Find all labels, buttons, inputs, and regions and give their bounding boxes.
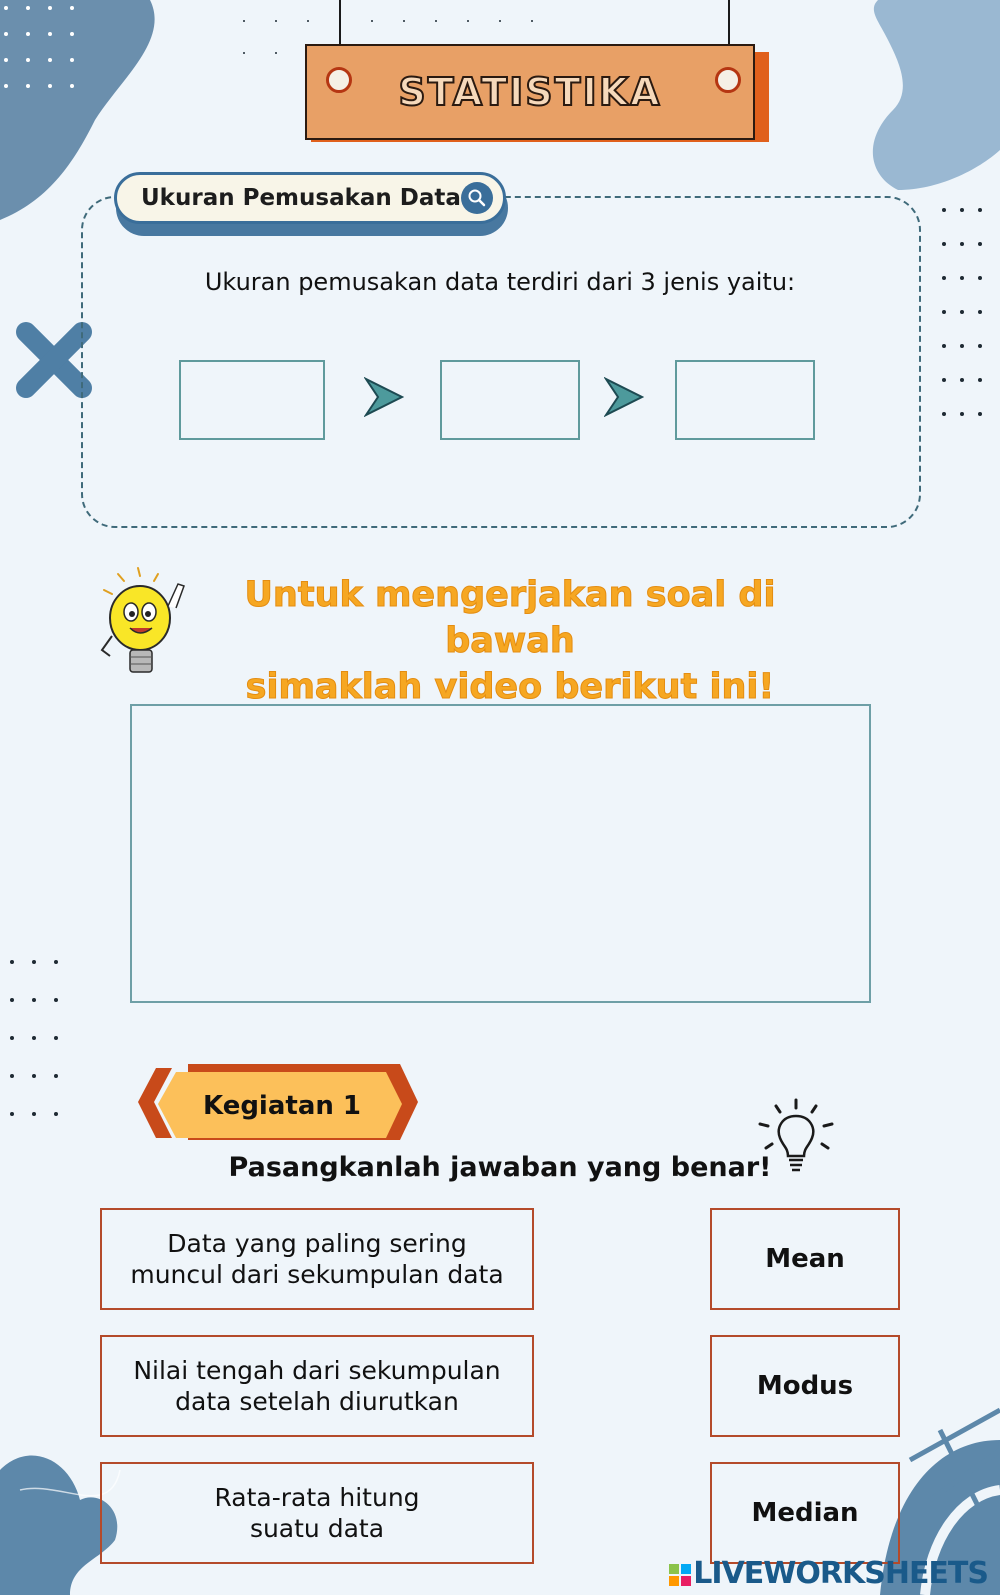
answer-option-mean[interactable]: Mean xyxy=(710,1208,900,1310)
watermark-text: LIVEWORKSHEETS xyxy=(693,1556,988,1591)
decor-blob-top-right xyxy=(868,0,1000,200)
title-sign xyxy=(305,44,755,140)
question-3-line-2: suatu data xyxy=(249,1514,385,1543)
watermark xyxy=(669,1556,988,1591)
sign-ring-right xyxy=(715,67,741,93)
question-3-line-1: Rata-rata hitung xyxy=(214,1483,420,1512)
question-1-line-2: muncul dari sekumpulan data xyxy=(130,1260,504,1289)
search-icon xyxy=(461,182,493,214)
kegiatan-label: Kegiatan 1 xyxy=(203,1091,362,1121)
answer-box-3[interactable] xyxy=(675,360,815,440)
question-box-2[interactable] xyxy=(100,1335,534,1437)
section-pill xyxy=(114,172,506,224)
liveworksheets-logo-icon xyxy=(669,1564,691,1586)
question-2-line-2: data setelah diurutkan xyxy=(175,1387,459,1416)
headline-line-1: Untuk mengerjakan soal di bawah xyxy=(244,575,776,661)
sign-ring-left xyxy=(326,67,352,93)
decor-dots-right xyxy=(942,208,996,416)
activity-instruction: Pasangkanlah jawaban yang benar! xyxy=(228,1152,772,1183)
question-2-line-1: Nilai tengah dari sekumpulan xyxy=(133,1356,501,1385)
section-intro-text: Ukuran pemusakan data terdiri dari 3 jenis yaitu: xyxy=(204,268,796,296)
lightbulb-mascot-icon xyxy=(98,566,190,682)
answer-option-median[interactable]: Median xyxy=(710,1462,900,1564)
video-frame[interactable] xyxy=(130,704,871,1003)
question-box-1[interactable] xyxy=(100,1208,534,1310)
decor-dots-top-left xyxy=(4,6,92,88)
answer-box-2[interactable] xyxy=(440,360,580,440)
headline-line-2: simaklah video berikut ini! xyxy=(245,667,775,707)
decor-dots-left xyxy=(10,960,76,1116)
question-box-3[interactable] xyxy=(100,1462,534,1564)
arrow-right-icon xyxy=(604,377,644,417)
question-1-line-1: Data yang paling sering xyxy=(167,1229,467,1258)
arrow-right-icon xyxy=(364,377,404,417)
page-title: STATISTIKA xyxy=(398,70,662,114)
answer-box-1[interactable] xyxy=(179,360,325,440)
answer-option-modus[interactable]: Modus xyxy=(710,1335,900,1437)
headline xyxy=(180,572,840,710)
section-pill-label: Ukuran Pemusakan Data xyxy=(141,185,461,211)
